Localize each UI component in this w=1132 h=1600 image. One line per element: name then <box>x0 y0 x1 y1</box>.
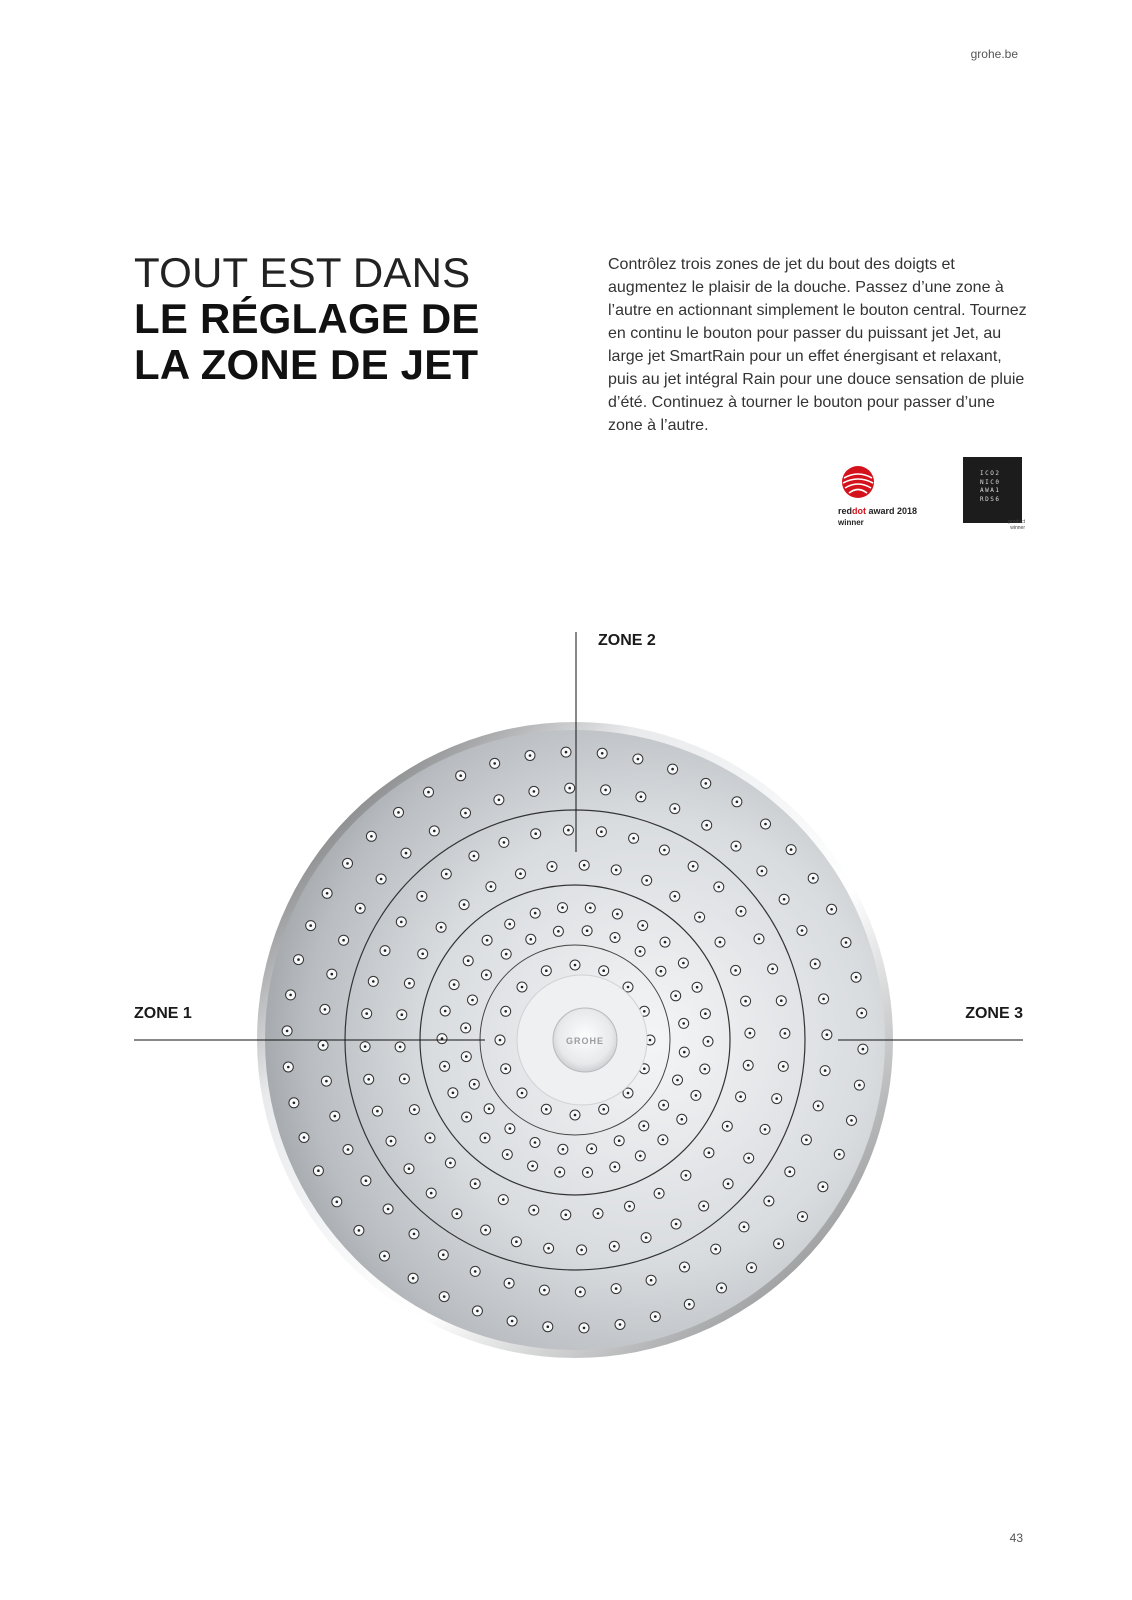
nozzle-hole <box>637 758 640 761</box>
nozzle-hole <box>705 824 708 827</box>
nozzle-hole <box>399 1046 402 1049</box>
nozzle-hole <box>534 832 537 835</box>
iconic-awards-logo-text: ICO2 NIC0 AWA1 RDS6 <box>980 470 1001 503</box>
nozzle-hole <box>838 1153 841 1156</box>
nozzle-hole <box>688 1303 691 1306</box>
nozzle-hole <box>390 1140 393 1143</box>
nozzle-hole <box>618 1139 621 1142</box>
nozzle-hole <box>654 1315 657 1318</box>
nozzle-hole <box>293 1102 296 1105</box>
nozzle-hole <box>574 1114 577 1117</box>
nozzle-hole <box>289 994 292 997</box>
nozzle-hole <box>467 959 470 962</box>
nozzle-hole <box>459 774 462 777</box>
nozzle-hole <box>534 912 537 915</box>
headline-line-3: LA ZONE DE JET <box>134 341 479 388</box>
nozzle-hole <box>801 929 804 932</box>
reddot-award-badge <box>838 460 948 530</box>
nozzle-hole <box>521 1092 524 1095</box>
nozzle-hole <box>718 886 721 889</box>
nozzle-hole <box>764 823 767 826</box>
nozzle-hole <box>750 1266 753 1269</box>
nozzle-hole <box>579 1291 582 1294</box>
nozzle-hole <box>545 1108 548 1111</box>
reddot-award-winner: winner <box>838 518 864 527</box>
nozzle-hole <box>790 848 793 851</box>
nozzle-hole <box>365 1179 368 1182</box>
nozzle-hole <box>456 1212 459 1215</box>
nozzle-hole <box>504 1010 507 1013</box>
nozzle-hole <box>334 1115 337 1118</box>
nozzle-hole <box>812 877 815 880</box>
nozzle-hole <box>557 930 560 933</box>
headline-line-1: TOUT EST DANS <box>134 249 471 296</box>
nozzle-hole <box>309 924 312 927</box>
nozzle-hole <box>484 1229 487 1232</box>
nozzle-hole <box>726 1125 729 1128</box>
zone-2-label: ZONE 2 <box>598 632 656 649</box>
nozzle-hole <box>530 938 533 941</box>
nozzle-hole <box>430 1192 433 1195</box>
nozzle-hole <box>322 1044 325 1047</box>
nozzle-hole <box>822 998 825 1001</box>
nozzle-hole <box>645 879 648 882</box>
nozzle-hole <box>681 1118 684 1121</box>
nozzle-hole <box>628 1205 631 1208</box>
nozzle-hole <box>529 754 532 757</box>
nozzle-hole <box>641 924 644 927</box>
nozzle-hole <box>822 1185 825 1188</box>
nozzle-hole <box>600 830 603 833</box>
nozzle-hole <box>601 752 604 755</box>
nozzle-hole <box>543 1289 546 1292</box>
iconic-awards-badge <box>963 457 1022 523</box>
nozzle-hole <box>397 811 400 814</box>
nozzle-hole <box>619 1323 622 1326</box>
nozzle-hole <box>616 913 619 916</box>
grohe-brand-logo: GROHE <box>565 1036 605 1046</box>
nozzle-hole <box>408 1167 411 1170</box>
nozzle-hole <box>490 885 493 888</box>
nozzle-hole <box>358 1229 361 1232</box>
nozzle-hole <box>317 1169 320 1172</box>
nozzle-hole <box>615 869 618 872</box>
nozzle-hole <box>747 1064 750 1067</box>
nozzle-hole <box>515 1240 518 1243</box>
nozzle-hole <box>287 1066 290 1069</box>
nozzle-hole <box>503 841 506 844</box>
nozzle-hole <box>400 921 403 924</box>
nozzle-hole <box>545 969 548 972</box>
reddot-award-title: reddot award 2018 <box>838 506 918 516</box>
nozzle-hole <box>705 782 708 785</box>
nozzle-hole <box>384 949 387 952</box>
nozzle-hole <box>376 1110 379 1113</box>
nozzle-hole <box>747 1157 750 1160</box>
nozzle-hole <box>613 1245 616 1248</box>
nozzle-hole <box>814 963 817 966</box>
nozzle-hole <box>473 855 476 858</box>
nozzle-hole <box>401 1013 404 1016</box>
nozzle-hole <box>508 923 511 926</box>
nozzle-hole <box>370 835 373 838</box>
nozzle-hole <box>627 1092 630 1095</box>
nozzle-hole <box>533 1209 536 1212</box>
nozzle-hole <box>471 999 474 1002</box>
nozzle-hole <box>740 910 743 913</box>
nozzle-hole <box>743 1226 746 1229</box>
nozzle-hole <box>331 973 334 976</box>
nozzle-hole <box>639 1155 642 1158</box>
nozzle-hole <box>485 974 488 977</box>
reddot-logo-icon <box>840 464 876 500</box>
nozzle-hole <box>413 1233 416 1236</box>
nozzle-hole <box>649 1039 652 1042</box>
nozzle-hole <box>449 1162 452 1165</box>
nozzle-hole <box>464 812 467 815</box>
nozzle-hole <box>547 1325 550 1328</box>
nozzle-hole <box>580 1249 583 1252</box>
nozzle-hole <box>452 1092 455 1095</box>
nozzle-hole <box>660 970 663 973</box>
nozzle-hole <box>346 862 349 865</box>
nozzle-hole <box>698 916 701 919</box>
nozzle-hole <box>558 1171 561 1174</box>
nozzle-hole <box>639 950 642 953</box>
nozzle-hole <box>671 768 674 771</box>
nozzle-hole <box>421 953 424 956</box>
nozzle-hole <box>383 1255 386 1258</box>
nozzle-hole <box>674 995 677 998</box>
nozzle-hole <box>817 1105 820 1108</box>
nozzle-hole <box>604 789 607 792</box>
nozzle-hole <box>783 898 786 901</box>
nozzle-hole <box>683 1266 686 1269</box>
nozzle-hole <box>583 864 586 867</box>
nozzle-hole <box>615 1287 618 1290</box>
nozzle-hole <box>614 1166 617 1169</box>
nozzle-hole <box>465 1055 468 1058</box>
nozzle-hole <box>586 1171 589 1174</box>
nozzle-hole <box>708 1151 711 1154</box>
nozzle-hole <box>442 1254 445 1257</box>
nozzle-hole <box>675 1223 678 1226</box>
nozzle-hole <box>365 1012 368 1015</box>
nozzle-hole <box>734 969 737 972</box>
nozzle-hole <box>850 1119 853 1122</box>
nozzle-hole <box>830 908 833 911</box>
nozzle-hole <box>682 962 685 965</box>
nozzle-hole <box>347 1148 350 1151</box>
nozzle-hole <box>674 807 677 810</box>
nozzle-hole <box>403 1078 406 1081</box>
nozzle-hole <box>614 936 617 939</box>
nozzle-hole <box>429 1137 432 1140</box>
nozzle-hole <box>433 830 436 833</box>
nozzle-hole <box>364 1045 367 1048</box>
nozzle-hole <box>775 1097 778 1100</box>
nozzle-hole <box>704 1068 707 1071</box>
nozzle-hole <box>561 906 564 909</box>
nozzle-hole <box>719 941 722 944</box>
nozzle-hole <box>784 1032 787 1035</box>
nozzle-hole <box>412 1277 415 1280</box>
nozzle-hole <box>704 1012 707 1015</box>
nozzle-hole <box>443 1295 446 1298</box>
nozzle-hole <box>860 1012 863 1015</box>
nozzle-hole <box>504 1067 507 1070</box>
nozzle-hole <box>498 799 501 802</box>
nozzle-hole <box>801 1215 804 1218</box>
nozzle-hole <box>405 852 408 855</box>
nozzle-hole <box>324 1008 327 1011</box>
nozzle-hole <box>702 1205 705 1208</box>
nozzle-hole <box>589 907 592 910</box>
nozzle-hole <box>744 1000 747 1003</box>
nozzle-hole <box>590 1147 593 1150</box>
nozzle-hole <box>749 1032 752 1035</box>
nozzle-hole <box>683 1051 686 1054</box>
page-headline <box>134 250 480 388</box>
nozzle-hole <box>493 762 496 765</box>
nozzle-hole <box>473 1083 476 1086</box>
zone-1-label: ZONE 1 <box>134 1005 192 1022</box>
nozzle-hole <box>768 1200 771 1203</box>
nozzle-hole <box>562 1148 565 1151</box>
nozzle-hole <box>372 980 375 983</box>
nozzle-hole <box>465 1116 468 1119</box>
nozzle-hole <box>521 986 524 989</box>
nozzle-hole <box>586 929 589 932</box>
nozzle-hole <box>664 941 667 944</box>
nozzle-hole <box>303 1136 306 1139</box>
nozzle-hole <box>739 1095 742 1098</box>
nozzle-hole <box>326 892 329 895</box>
nozzle-hole <box>720 1287 723 1290</box>
nozzle-hole <box>565 1214 568 1217</box>
nozzle-hole <box>336 1201 339 1204</box>
nozzle-hole <box>696 986 699 989</box>
nozzle-hole <box>789 1170 792 1173</box>
nozzle-hole <box>511 1320 514 1323</box>
nozzle-hole <box>632 837 635 840</box>
nozzle-hole <box>771 968 774 971</box>
nozzle-hole <box>567 829 570 832</box>
nozzle-hole <box>387 1208 390 1211</box>
nozzle-hole <box>597 1212 600 1215</box>
nozzle-hole <box>565 751 568 754</box>
nozzle-hole <box>826 1033 829 1036</box>
intro-paragraph: Contrôlez trois zones de jet du bout des doigts et augmentez le plaisir de la douche. Passez d’une zone à l’autre en actionnant simplement le bouton central. Tournez en continu le bouton pour passer du puissant jet Jet, au large jet SmartRain pour un effet énergisant et relaxant, puis au jet intégral Rain pour une douce sensation de pluie d’été. Continuez à tourner le bouton pour passer d’une zone à l’autre. <box>608 256 1027 434</box>
nozzle-hole <box>297 958 300 961</box>
nozzle-hole <box>858 1084 861 1087</box>
nozzle-hole <box>474 1182 477 1185</box>
headline-line-2: LE RÉGLAGE DE <box>134 295 480 342</box>
nozzle-hole <box>505 953 508 956</box>
nozzle-hole <box>499 1039 502 1042</box>
nozzle-hole <box>640 796 643 799</box>
nozzle-hole <box>855 976 858 979</box>
zone-3-label: ZONE 3 <box>965 1005 1023 1022</box>
nozzle-hole <box>862 1048 865 1051</box>
nozzle-hole <box>533 790 536 793</box>
nozzle-hole <box>427 791 430 794</box>
nozzle-hole <box>486 939 489 942</box>
nozzle-hole <box>707 1040 710 1043</box>
nozzle-hole <box>692 865 695 868</box>
nozzle-hole <box>643 1010 646 1013</box>
nozzle-hole <box>509 1127 512 1130</box>
nozzle-hole <box>764 1128 767 1131</box>
nozzle-hole <box>325 1080 328 1083</box>
nozzle-hole <box>531 1165 534 1168</box>
nozzle-hole <box>488 1108 491 1111</box>
nozzle-hole <box>658 1192 661 1195</box>
nozzle-hole <box>359 907 362 910</box>
nozzle-hole <box>502 1198 505 1201</box>
nozzle-hole <box>583 1327 586 1330</box>
nozzle-hole <box>508 1282 511 1285</box>
page-number: 43 <box>1009 1531 1023 1545</box>
nozzle-hole <box>736 801 739 804</box>
nozzle-hole <box>682 1022 685 1025</box>
nozzle-hole <box>444 1010 447 1013</box>
nozzle-hole <box>453 983 456 986</box>
nozzle-hole <box>445 873 448 876</box>
nozzle-hole <box>551 865 554 868</box>
nozzle-hole <box>676 1079 679 1082</box>
nozzle-hole <box>286 1030 289 1033</box>
nozzle-hole <box>650 1279 653 1282</box>
nozzle-hole <box>758 938 761 941</box>
nozzle-hole <box>408 982 411 985</box>
nozzle-hole <box>662 1104 665 1107</box>
nozzle-hole <box>780 999 783 1002</box>
nozzle-hole <box>727 1183 730 1186</box>
nozzle-hole <box>805 1139 808 1142</box>
showerhead-diagram <box>0 600 1132 1380</box>
nozzle-hole <box>602 1108 605 1111</box>
nozzle-hole <box>645 1236 648 1239</box>
nozzle-hole <box>547 1247 550 1250</box>
nozzle-hole <box>663 849 666 852</box>
nozzle-hole <box>674 895 677 898</box>
nozzle-hole <box>464 1027 467 1030</box>
site-url: grohe.be <box>970 47 1018 61</box>
nozzle-hole <box>484 1137 487 1140</box>
nozzle-hole <box>342 939 345 942</box>
nozzle-hole <box>413 1108 416 1111</box>
nozzle-hole <box>777 1242 780 1245</box>
nozzle-hole <box>685 1174 688 1177</box>
nozzle-hole <box>824 1069 827 1072</box>
nozzle-hole <box>643 1125 646 1128</box>
nozzle-hole <box>735 845 738 848</box>
nozzle-hole <box>367 1078 370 1081</box>
nozzle-hole <box>574 964 577 967</box>
nozzle-hole <box>643 1067 646 1070</box>
nozzle-hole <box>602 969 605 972</box>
nozzle-hole <box>463 903 466 906</box>
nozzle-hole <box>476 1310 479 1313</box>
nozzle-hole <box>421 895 424 898</box>
nozzle-hole <box>761 870 764 873</box>
nozzle-hole <box>534 1141 537 1144</box>
nozzle-hole <box>714 1248 717 1251</box>
nozzle-hole <box>440 926 443 929</box>
nozzle-hole <box>695 1094 698 1097</box>
nozzle-hole <box>662 1139 665 1142</box>
nozzle-hole <box>474 1270 477 1273</box>
iconic-awards-caption: product winner <box>1008 519 1025 531</box>
nozzle-hole <box>568 787 571 790</box>
nozzle-hole <box>443 1065 446 1068</box>
nozzle-hole <box>782 1065 785 1068</box>
nozzle-hole <box>506 1153 509 1156</box>
nozzle-hole <box>380 878 383 881</box>
nozzle-hole <box>627 986 630 989</box>
nozzle-hole <box>519 872 522 875</box>
nozzle-hole <box>845 941 848 944</box>
